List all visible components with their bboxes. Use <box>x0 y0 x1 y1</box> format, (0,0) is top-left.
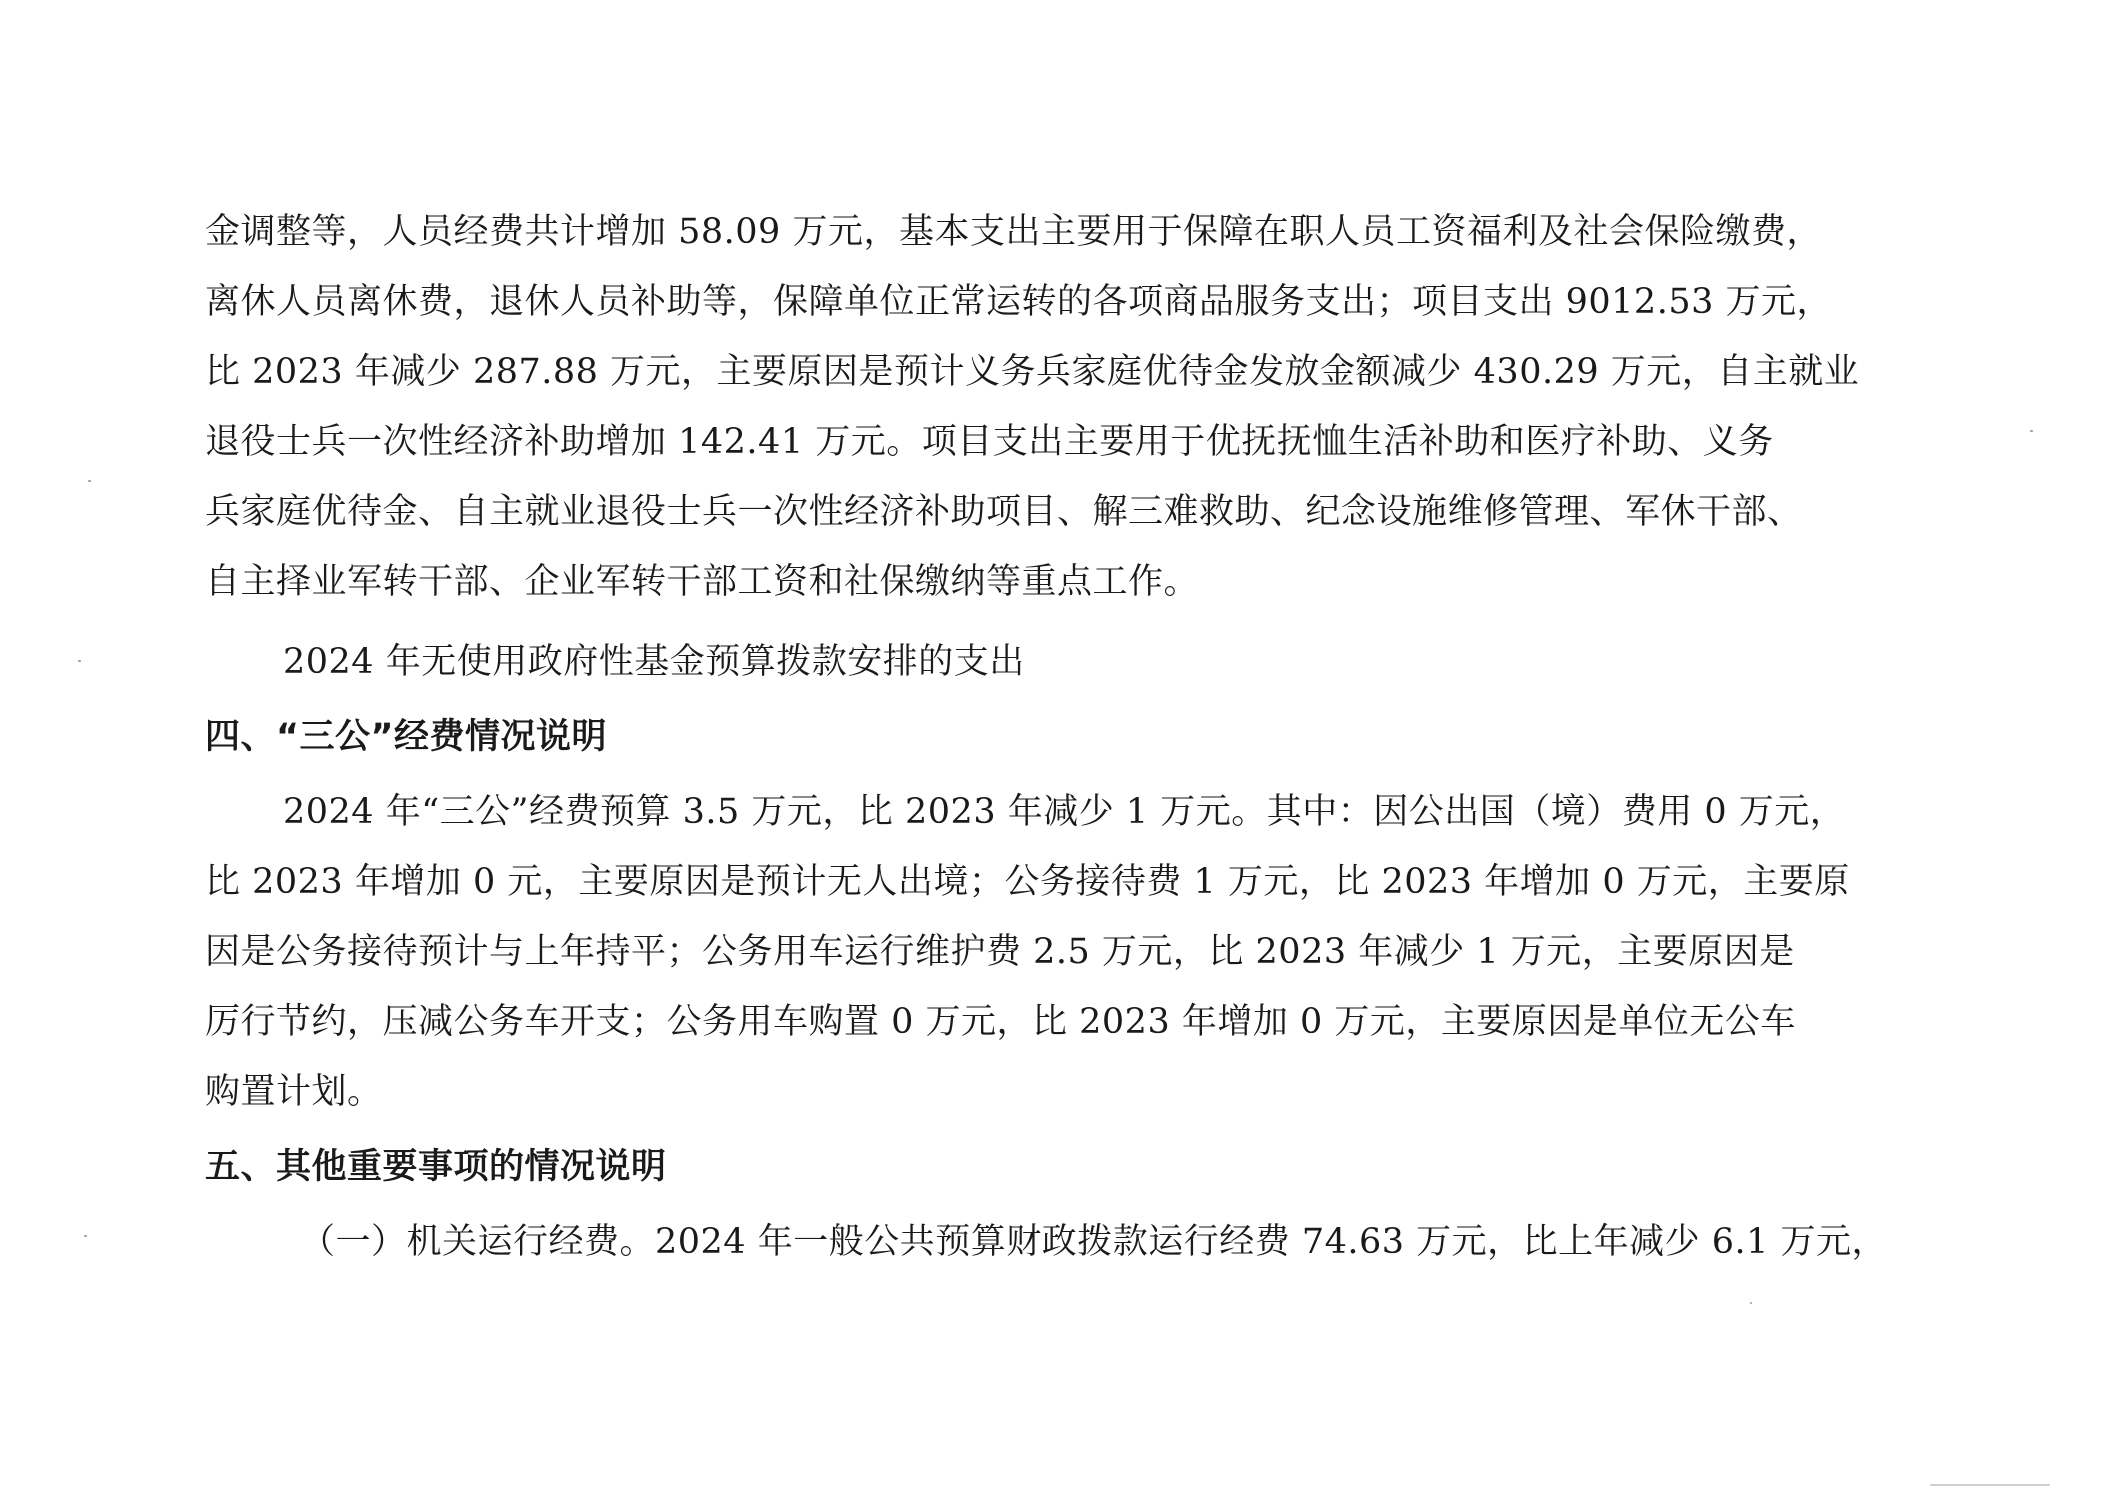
scan-speck <box>84 1235 87 1237</box>
scan-speck <box>2030 430 2033 432</box>
body-text-line: 金调整等，人员经费共计增加 58.09 万元，基本支出主要用于保障在职人员工资福利及社会保险缴费， <box>205 212 1822 252</box>
body-text-line: （一）机关运行经费。2024 年一般公共预算财政拨款运行经费 74.63 万元，比上年减少 6.1 万元， <box>300 1222 1888 1262</box>
scan-speck <box>88 480 91 482</box>
body-text-line: 自主择业军转干部、企业军转干部工资和社保缴纳等重点工作。 <box>205 562 1200 602</box>
body-text-line: 退役士兵一次性经济补助增加 142.41 万元。项目支出主要用于优抚抚恤生活补助和医疗补助、义务 <box>205 422 1774 462</box>
section-heading: 四、“三公”经费情况说明 <box>205 717 608 757</box>
scan-edge-mark <box>1930 1484 2050 1486</box>
section-heading: 五、其他重要事项的情况说明 <box>205 1147 667 1187</box>
scan-speck <box>1750 1302 1752 1304</box>
body-text-line: 购置计划。 <box>205 1072 383 1112</box>
body-text-line: 厉行节约，压减公务车开支；公务用车购置 0 万元，比 2023 年增加 0 万元，主要原因是单位无公车 <box>205 1002 1796 1042</box>
body-text-line: 比 2023 年减少 287.88 万元，主要原因是预计义务兵家庭优待金发放金额减少 430.29 万元，自主就业 <box>205 352 1860 392</box>
body-text-line: 兵家庭优待金、自主就业退役士兵一次性经济补助项目、解三难救助、纪念设施维修管理、军休干部、 <box>205 492 1803 532</box>
body-text-line: 因是公务接待预计与上年持平；公务用车运行维护费 2.5 万元，比 2023 年减少 1 万元，主要原因是 <box>205 932 1795 972</box>
body-text-line: 比 2023 年增加 0 元，主要原因是预计无人出境；公务接待费 1 万元，比 2023 年增加 0 万元，主要原 <box>205 862 1850 902</box>
body-text-line: 离休人员离休费，退休人员补助等，保障单位正常运转的各项商品服务支出；项目支出 9012.53 万元， <box>205 282 1832 322</box>
body-text-line: 2024 年“三公”经费预算 3.5 万元，比 2023 年减少 1 万元。其中：因公出国（境）费用 0 万元， <box>283 792 1846 832</box>
body-text-line: 2024 年无使用政府性基金预算拨款安排的支出 <box>283 642 1025 682</box>
scan-speck <box>78 660 81 662</box>
